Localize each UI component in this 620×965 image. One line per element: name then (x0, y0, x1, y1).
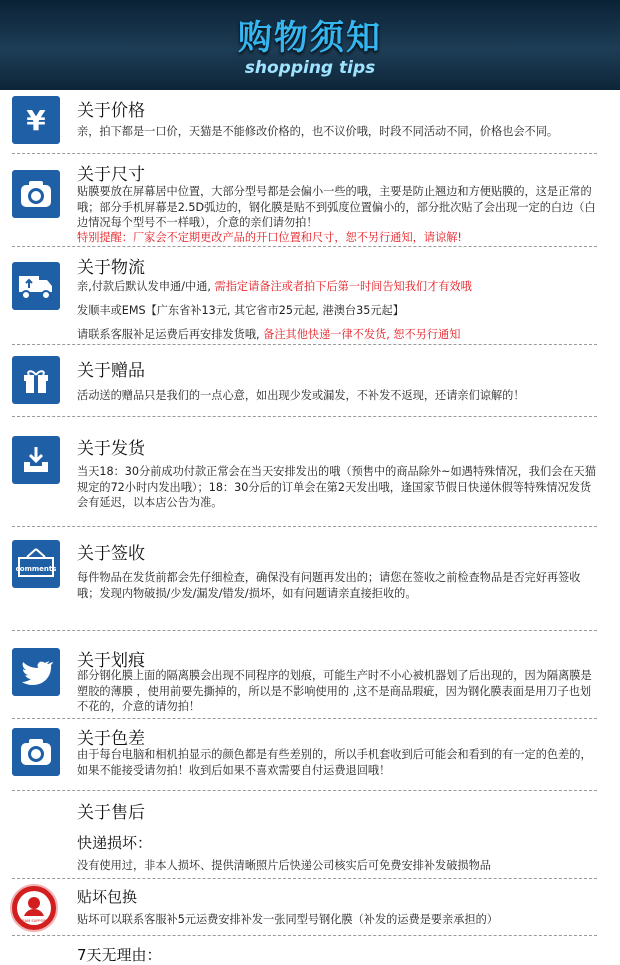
receipt-title: 关于签收 (77, 544, 145, 564)
color-title: 关于色差 (77, 729, 145, 749)
damage-text: 没有使用过，非本人损坏、提供清晰照片后快递公司核实后可免费安排补发破损物品 (77, 859, 491, 872)
receipt-text: 每件物品在发货前都会先仔细检查，确保没有问题再发出的；请您在签收之前检查物品是否完好再签收哦；发现内物破损/少发/漏发/错发/损坏，如有问题请亲直接拒收的。 (77, 571, 581, 600)
logistics-line1-text: 亲,付款后默认发申通/中通, (77, 280, 215, 293)
shipping-title: 关于发货 (77, 439, 145, 459)
shipping-text: 当天18：30分前成功付款正常会在当天安排发出的哦（预售中的商品除外~如遇特殊情况，我们会在天猫规定的72小时内发出哦）；18：30分后的订单会在第2天发出哦，逢国家节假日快递休假等特殊情况发货会有延迟，以本店公告为准。 (77, 465, 596, 509)
camera-icon (12, 170, 60, 218)
yen-icon (12, 96, 60, 144)
scratch-title: 关于划痕 (77, 651, 145, 671)
svg-text:¥: ¥ (26, 105, 46, 135)
logistics-line1-red: 需指定请备注或者拍下后第一时间告知我们才有效哦 (214, 280, 472, 293)
divider (12, 630, 597, 631)
divider (12, 246, 597, 247)
divider (12, 344, 597, 345)
download-box-icon (12, 436, 60, 484)
price-text: 亲，拍下都是一口价，天猫是不能修改价格的，也不议价哦，时段不同活动不同，价格也会不同。 (77, 125, 559, 138)
support-person-icon (10, 884, 58, 932)
damage-title: 快递损坏： (77, 834, 153, 852)
camera-icon (12, 728, 60, 776)
logistics-line2: 发顺丰或EMS【广东省补13元, 其它省市25元起, 港澳台35元起】 (77, 304, 404, 317)
header-banner (0, 0, 620, 90)
bird-icon (12, 648, 60, 696)
banner-title: 购物须知 (238, 18, 382, 58)
logistics-line1 (77, 279, 597, 295)
size-title: 关于尺寸 (77, 165, 145, 185)
divider (12, 790, 597, 791)
gift-text: 活动送的赠品只是我们的一点心意，如出现少发或漏发，不补发不返现，还请亲们谅解的！ (77, 389, 525, 402)
divider (12, 416, 597, 417)
divider (12, 153, 597, 154)
replace-text: 贴坏可以联系客服补5元运费安排补发一张同型号钢化膜（补发的运费是要亲承担的） (77, 913, 499, 926)
support-badge-text: TEAM SUPPORT (20, 919, 48, 923)
size-text: 贴膜要放在屏幕居中位置，大部分型号都是会偏小一些的哦，主要是防止翘边和方便贴膜的，这是正常的哦；部分手机屏幕是2.5D弧边的，钢化膜是贴不到弧度位置偏小的，部分批次贴了会出现一定的白边（白边情况每个型号不一样哦），介意的亲们请勿拍！ (77, 185, 596, 229)
gift-title: 关于赠品 (77, 361, 145, 381)
size-warning: 特别提醒：厂家会不定期更改产品的开口位置和尺寸，恕不另行通知，请谅解! (77, 231, 462, 244)
comments-sign-icon (12, 540, 60, 588)
return-title: 7天无理由： (77, 946, 162, 964)
aftersale-title: 关于售后 (77, 803, 145, 823)
replace-title: 贴坏包换 (77, 888, 138, 906)
gift-icon (12, 356, 60, 404)
logistics-line3-text: 请联系客服补足运费后再安排发货哦, (77, 328, 264, 341)
truck-icon (12, 262, 60, 310)
logistics-line3-red: 备注其他快递一律不发货, 恕不另行通知 (263, 328, 461, 341)
divider (12, 718, 597, 719)
logistics-line3 (77, 327, 597, 343)
divider (12, 935, 597, 936)
divider (12, 878, 597, 879)
logistics-title: 关于物流 (77, 258, 145, 278)
divider (12, 526, 597, 527)
svg-text:comments: comments (16, 565, 56, 573)
banner-subtitle: shopping tips (244, 58, 376, 78)
color-text: 由于每台电脑和相机拍显示的颜色都是有些差别的，所以手机套收到后可能会和看到的有一定的色差的，如果不能接受请勿拍！收到后如果不喜欢需要自付运费退回哦！ (77, 748, 592, 777)
scratch-text: 部分钢化膜上面的隔离膜会出现不同程序的划痕，可能生产时不小心被机器划了后出现的，因为隔离膜是塑胶的薄膜 ，使用前要先撕掉的，所以是不影响使用的 ,这不是商品瑕疵，因为钢化膜表面是用刀子也划不花的，介意的请勿拍！ (77, 669, 592, 713)
price-title: 关于价格 (77, 101, 145, 121)
